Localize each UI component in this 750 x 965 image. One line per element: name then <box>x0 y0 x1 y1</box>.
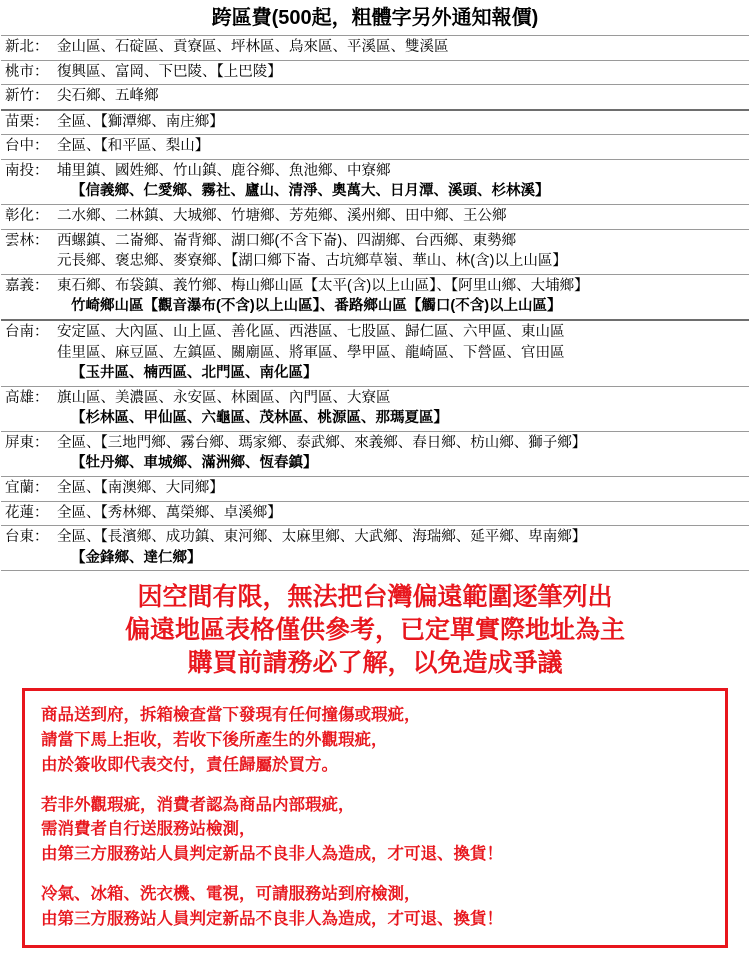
zone-line: 全區、【長濱鄉、成功鎮、東河鄉、太麻里鄉、大武鄉、海瑞鄉、延平鄉、卑南鄉】 <box>57 529 587 546</box>
zone-label: 苗栗： <box>1 110 53 135</box>
zone-label: 桃市： <box>1 60 53 85</box>
zone-label: 屏東： <box>1 431 53 476</box>
zone-line: 【信義鄉、仁愛鄉、霧社、廬山、清淨、奧萬大、日月潭、溪頭、杉林溪】 <box>71 183 550 200</box>
zone-table-body <box>1 36 749 571</box>
notice-line: 由於簽收即代表交付，責任歸屬於買方。 <box>41 755 338 774</box>
table-row <box>1 476 749 501</box>
zone-line: 全區、【秀林鄉、萬榮鄉、卓溪鄉】 <box>57 504 282 521</box>
zone-label: 南投： <box>1 159 53 204</box>
notice-paragraph <box>41 703 711 777</box>
table-row <box>1 110 749 135</box>
zone-line: 金山區、石碇區、貢寮區、坪林區、烏來區、平溪區、雙溪區 <box>57 39 449 55</box>
zone-line: 安定區、大內區、山上區、善化區、西港區、七股區、歸仁區、六甲區、東山區 <box>57 323 565 340</box>
notice-line: 由第三方服務站人員判定新品不良非人為造成，才可退、換貨！ <box>41 845 503 864</box>
zone-table <box>1 35 749 571</box>
zone-label: 彰化： <box>1 205 53 230</box>
zone-values <box>53 274 749 320</box>
zone-values <box>53 526 749 571</box>
table-row <box>1 159 749 204</box>
zone-values <box>53 85 749 110</box>
zone-values <box>53 205 749 230</box>
zone-line: 【金鋒鄉、達仁鄉】 <box>71 549 202 566</box>
zone-label: 花蓮： <box>1 501 53 526</box>
zone-label: 雲林： <box>1 229 53 274</box>
table-row <box>1 526 749 571</box>
zone-values <box>53 386 749 431</box>
zone-line: 旗山區、美濃區、永安區、林園區、內門區、大寮區 <box>57 389 391 406</box>
table-row <box>1 431 749 476</box>
table-row <box>1 320 749 386</box>
warning-line: 購買前請務必了解，以免造成爭議 <box>187 649 563 678</box>
notice-line: 冷氣、冰箱、洗衣機、電視，可請服務站到府檢測， <box>41 884 421 903</box>
zone-line: 東石鄉、布袋鎮、義竹鄉、梅山鄉山區【太平(含)以上山區】、【阿里山鄉、大埔鄉】 <box>57 277 589 294</box>
zone-label: 嘉義： <box>1 274 53 320</box>
zone-values <box>53 501 749 526</box>
notice-line: 請當下馬上拒收，若收下後所產生的外觀瑕疵， <box>41 731 388 750</box>
warning-line: 因空間有限，無法把台灣偏遠範圍逐筆列出 <box>137 583 613 612</box>
zone-values <box>53 476 749 501</box>
zone-line: 尖石鄉、五峰鄉 <box>57 88 159 105</box>
zone-line: 全區、【三地門鄉、霧台鄉、瑪家鄉、泰武鄉、來義鄉、春日鄉、枋山鄉、獅子鄉】 <box>57 434 587 451</box>
zone-line: 全區、【和平區、梨山】 <box>57 138 210 155</box>
zone-values <box>53 320 749 386</box>
table-row <box>1 386 749 431</box>
zone-line: 【玉井區、楠西區、北門區、南化區】 <box>71 365 318 382</box>
zone-line: 全區、【獅潭鄉、南庄鄉】 <box>57 113 224 130</box>
zone-values <box>53 110 749 135</box>
zone-label: 新北： <box>1 36 53 61</box>
zone-line: 佳里區、麻豆區、左鎮區、關廟區、將軍區、學甲區、龍崎區、下營區、官田區 <box>57 344 565 361</box>
zone-label: 宜蘭： <box>1 476 53 501</box>
zone-line: 竹崎鄉山區【觀音瀑布(不含)以上山區】、番路鄉山區【觸口(不含)以上山區】 <box>71 298 562 315</box>
table-row <box>1 36 749 61</box>
zone-values <box>53 431 749 476</box>
table-row <box>1 501 749 526</box>
zone-line: 全區、【南澳鄉、大同鄉】 <box>57 479 224 496</box>
zone-label: 台中： <box>1 135 53 160</box>
zone-values <box>53 36 749 61</box>
notice-line: 若非外觀瑕疵，消費者認為商品内部瑕疵， <box>41 795 355 814</box>
zone-line: 埔里鎮、國姓鄉、竹山鎮、鹿谷鄉、魚池鄉、中寮鄉 <box>57 162 391 179</box>
table-row <box>1 135 749 160</box>
warning-line: 偏遠地區表格僅供參考，已定單實際地址為主 <box>124 616 625 645</box>
zone-values <box>53 159 749 204</box>
zone-line: 二水鄉、二林鎮、大城鄉、竹塘鄉、芳苑鄉、溪州鄉、田中鄉、王公鄉 <box>57 208 507 225</box>
zone-line: 元長鄉、褒忠鄉、麥寮鄉、【湖口鄉下崙、古坑鄉草嶺、華山、林(含)以上山區】 <box>57 253 567 270</box>
notice-line: 商品送到府，拆箱檢查當下發現有任何撞傷或瑕疵， <box>41 706 421 725</box>
notice-paragraph <box>41 882 711 932</box>
zone-line: 復興區、富岡、下巴陵、【上巴陵】 <box>57 63 282 80</box>
zone-line: 【牡丹鄉、車城鄉、滿洲鄉、恆春鎮】 <box>71 455 318 472</box>
notice-box <box>22 688 728 948</box>
zone-values <box>53 60 749 85</box>
table-row <box>1 274 749 320</box>
zone-values <box>53 135 749 160</box>
notice-paragraph <box>41 793 711 867</box>
notice-line: 需消費者自行送服務站檢測， <box>41 820 256 839</box>
table-row <box>1 85 749 110</box>
warning-text <box>0 581 750 680</box>
zone-label: 高雄： <box>1 386 53 431</box>
table-row <box>1 205 749 230</box>
zone-values <box>53 229 749 274</box>
zone-label: 台南： <box>1 320 53 386</box>
page-title: 跨區費(500起，粗體字另外通知報價) <box>211 7 539 29</box>
table-row <box>1 60 749 85</box>
table-row <box>1 229 749 274</box>
notice-line: 由第三方服務站人員判定新品不良非人為造成，才可退、換貨！ <box>41 909 503 928</box>
zone-label: 台東： <box>1 526 53 571</box>
zone-label: 新竹： <box>1 85 53 110</box>
zone-line: 西螺鎮、二崙鄉、崙背鄉、湖口鄉(不含下崙)、四湖鄉、台西鄉、東勢鄉 <box>57 232 517 249</box>
zone-line: 【杉林區、甲仙區、六龜區、茂林區、桃源區、那瑪夏區】 <box>71 410 448 427</box>
